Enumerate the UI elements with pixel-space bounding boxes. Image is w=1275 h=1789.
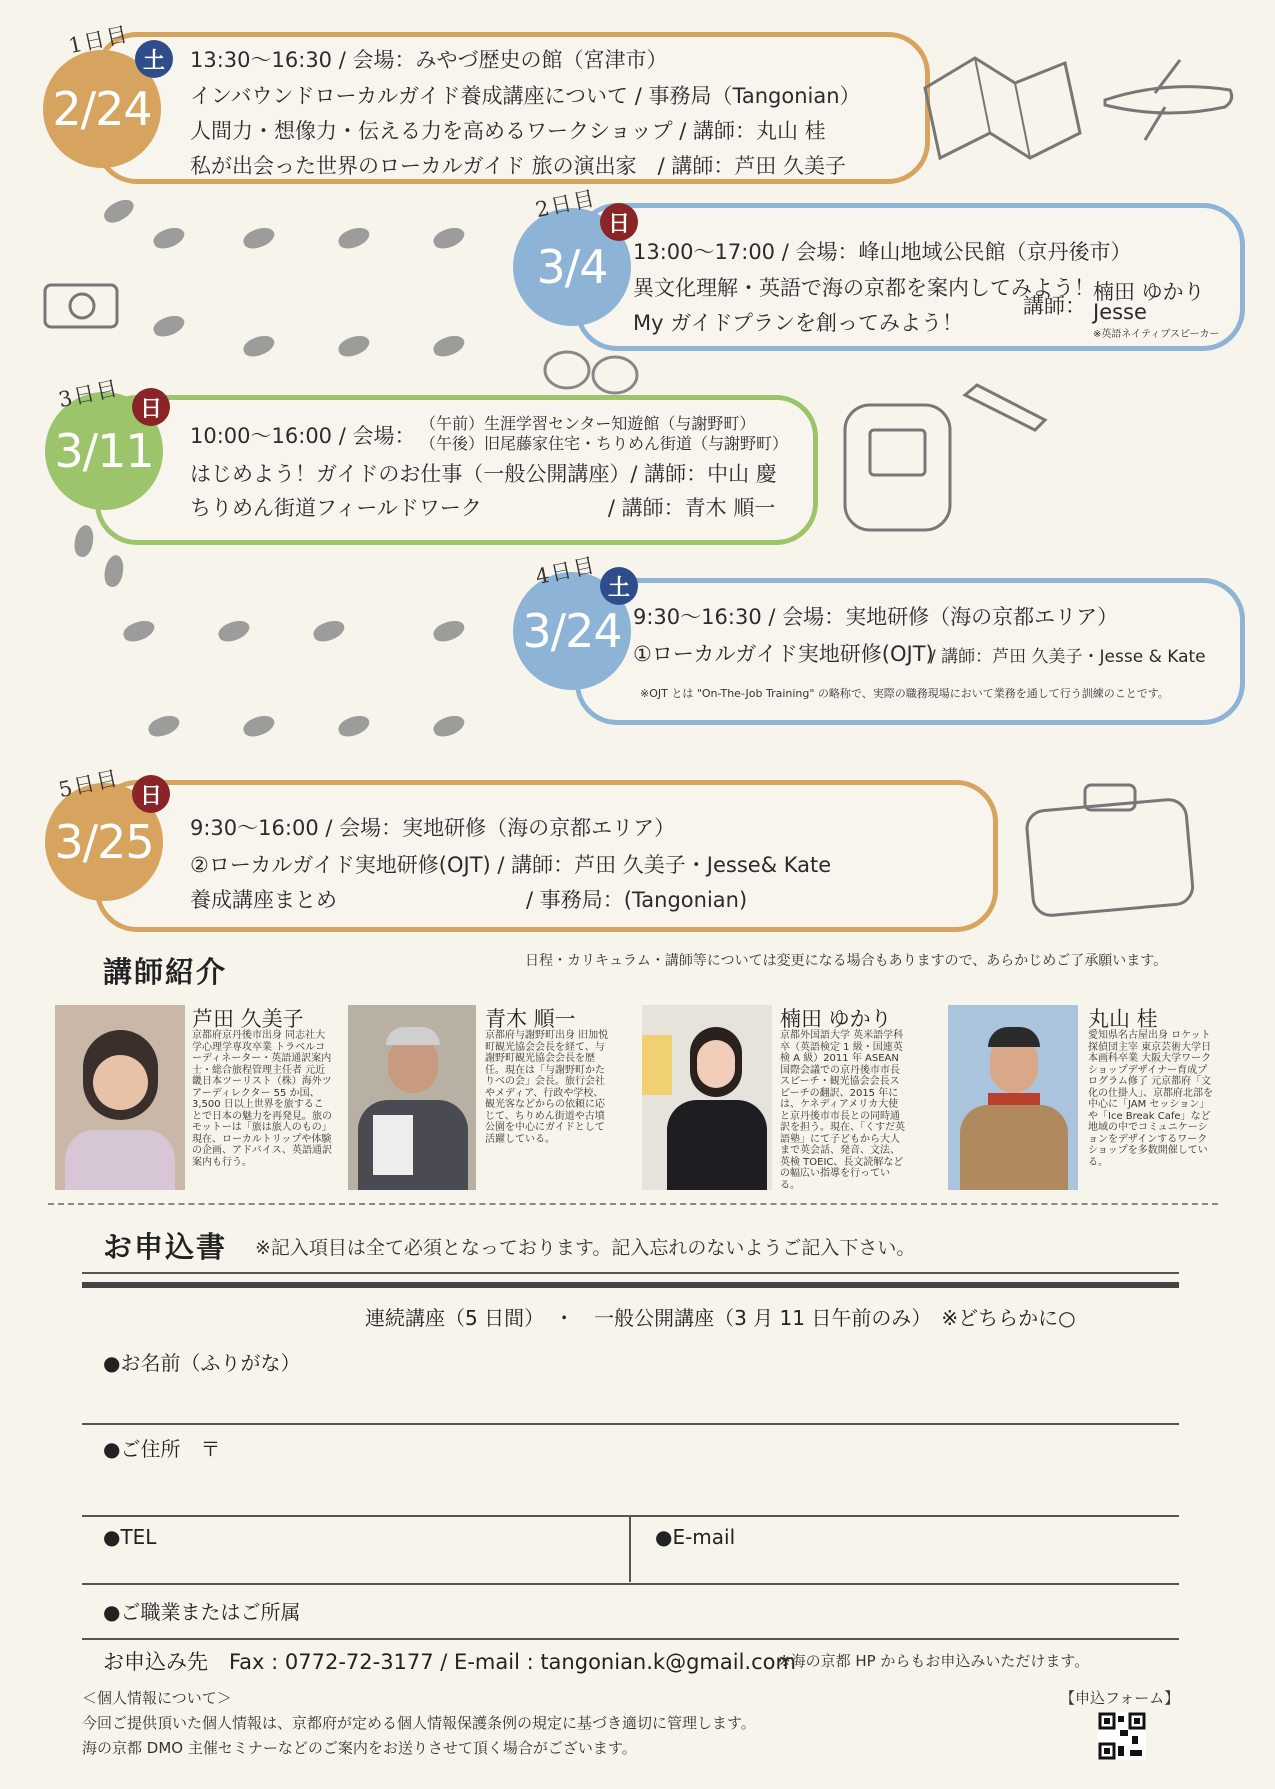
day4-date: 3/24: [522, 604, 622, 658]
day1-line-4: 私が出会った世界のローカルガイド 旅の演出家 / 講師：芦田 久美子: [190, 154, 847, 178]
privacy-line-1: 今回ご提供頂いた個人情報は、京都府が定める個人情報保護条例の規定に基づき適切に管理します。: [82, 1714, 756, 1732]
day1-line-3: 人間力・想像力・伝える力を高めるワークショップ / 講師：丸山 桂: [190, 119, 826, 143]
qr-code-icon[interactable]: [1098, 1712, 1146, 1760]
course-choice[interactable]: 連続講座（5 日間） ・ 一般公開講座（3 月 11 日午前のみ） ※どちらかに○: [365, 1306, 1076, 1330]
day2-weekday: 日: [607, 211, 630, 237]
day5-line-1: 9:30〜16:00 / 会場：実地研修（海の京都エリア）: [190, 816, 676, 840]
cut-line: [48, 1203, 1218, 1205]
day2-line-3: My ガイドプランを創ってみよう！: [633, 311, 963, 335]
lecturer-2-bio: 京都府与謝野町出身 旧加悦町観光協会会長を経て、与謝野町観光協会会長を歴任。現在は「与謝野町かたりべの会」会長。旅行会社やメディア、行政や学校、観光客などからの依頼に応じて、ちりめん街道や古墳公園を中心にガイドとして活躍している。: [485, 1030, 609, 1145]
form-title: お申込書: [103, 1230, 228, 1264]
lecturer-2-photo: [348, 1005, 476, 1190]
day4-line-2: ①ローカルガイド実地研修(OJT): [633, 642, 934, 666]
day4-weekday: 土: [607, 575, 630, 601]
day5-line-3: 養成講座まとめ / 事務局：(Tangonian): [190, 888, 748, 912]
day2-note: ※英語ネイティブスピーカー: [1093, 329, 1220, 340]
backpack-icon: [830, 380, 970, 540]
day5-date: 3/25: [54, 815, 154, 869]
occupation-field-label: ●ご職業またはご所属: [103, 1600, 301, 1624]
tel-email-divider: [629, 1517, 631, 1582]
address-field-label: ●ご住所 〒: [103, 1437, 221, 1461]
day1-line-1: 13:30〜16:30 / 会場：みやづ歴史の館（宮津市）: [190, 48, 668, 72]
day5-label: 5日目: [56, 765, 122, 803]
form-top-rule-thick: [82, 1282, 1179, 1288]
day3-time: 10:00〜16:00 / 会場：: [190, 424, 416, 448]
day4-label: 4日目: [533, 552, 599, 590]
privacy-line-2: 海の京都 DMO 主催セミナーなどのご案内をお送りさせて頂く場合がございます。: [82, 1739, 637, 1757]
day3-label: 3日目: [56, 375, 122, 413]
day2-label: 2日目: [533, 185, 599, 223]
lecturer-3-bio: 京都外国語大学 英米語学科卒（英語検定 1 級・国連英検 A 級）2011 年 ASEAN 国際会議での京丹後市市長スピーチ・観光協会会長スピーチの翻訳、2015 年には、ケネディアメリカ大使と京丹後市市長との同時通訳を担う。現在、「くすだ英語塾」にて子どもから大人まで英会話、発音、文法、英検 TOEIC、長文読解などの幅広い指導を行っている。: [780, 1030, 905, 1191]
camera-icon: [40, 270, 125, 335]
map-illustration: [915, 38, 1085, 168]
lecturer-4-bio: 愛知県名古屋出身 ロケット探偵団主宰 東京芸術大学日本画科卒業 大阪大学ワークショップデザイナー育成プログラム修了 元京都府「文化の仕掛人」、京都府北部を中心に「JAM セッション」や「Ice Break Cafe」など地域の中でコミュニケーションをデザインするワークショップを多数開催している。: [1088, 1030, 1213, 1168]
lecturer-1-photo: [55, 1005, 185, 1190]
address-field[interactable]: [82, 1428, 1179, 1513]
day1-line-2: インバウンドローカルガイド養成講座について / 事務局（Tangonian）: [190, 84, 861, 108]
suitcase-icon: [1020, 770, 1205, 920]
day3-line-1: はじめよう！ガイドのお仕事（一般公開講座）/ 講師：中山 慶: [190, 462, 777, 486]
apply-to: お申込み先 Fax : 0772-72-3177 / E-mail : tangonian.k@gmail.com: [103, 1650, 796, 1674]
lecturer-3-photo: [642, 1005, 772, 1190]
day5-line-2: ②ローカルガイド実地研修(OJT) / 講師：芦田 久美子・Jesse& Kate: [190, 853, 832, 877]
day4-line-1: 9:30〜16:30 / 会場：実地研修（海の京都エリア）: [633, 605, 1119, 629]
flashlight-icon: [955, 375, 1065, 455]
day2-lecturer-1: 楠田 ゆかり: [1093, 280, 1205, 304]
day3-venue-am: （午前）生涯学習センター知遊館（与謝野町）: [420, 414, 756, 433]
schedule-notice: 日程・カリキュラム・講師等については変更になる場合もありますので、あらかじめご了承願います。: [525, 953, 1168, 969]
day4-lecturer: / 講師：芦田 久美子・Jesse & Kate: [930, 647, 1206, 667]
day1-weekday: 土: [142, 48, 165, 74]
occupation-rule: [82, 1638, 1179, 1640]
day2-line-2: 異文化理解・英語で海の京都を案内してみよう！: [633, 276, 1095, 300]
lecturer-4-photo: [948, 1005, 1078, 1190]
form-qr-label: 【申込フォーム】: [1060, 1689, 1180, 1707]
lecturer-2-name: 青木 順一: [485, 1007, 576, 1031]
day4-weekday-badge: [600, 567, 638, 605]
day3-weekday: 日: [139, 396, 162, 422]
day2-line-1: 13:00〜17:00 / 会場：峰山地域公民館（京丹後市）: [633, 240, 1132, 264]
day1-label: 1日目: [66, 21, 132, 59]
form-instruction: ※記入項目は全て必須となっております。記入忘れのないようご記入下さい。: [255, 1237, 916, 1259]
name-field[interactable]: [82, 1340, 1179, 1422]
tel-field[interactable]: [82, 1519, 627, 1579]
email-field[interactable]: [633, 1519, 1178, 1579]
day3-weekday-badge: [132, 388, 170, 426]
lecturers-title: 講師紹介: [103, 955, 228, 989]
lecturer-1-name: 芦田 久美子: [192, 1007, 304, 1031]
lecturer-1-bio: 京都府京丹後市出身 同志社大学心理学専攻卒業 トラベルコーディネーター・英語通訳案内士・総合旅程管理主任者 元近畿日本ツーリスト（株）海外ツアーディレクター 55 か国、3,500 日以上世界を旅することで日本の魅力を再発見。旅のモットーは「旅は旅人のもの」現在、ローカルトリップや体験の企画、アドバイス、英語通訳案内も行う。: [192, 1030, 332, 1168]
day3-date: 3/11: [54, 424, 154, 478]
day5-weekday-badge: [132, 775, 170, 813]
day1-weekday-badge: [135, 40, 173, 78]
name-field-label: ●お名前（ふりがな）: [103, 1351, 301, 1375]
email-field-label: ●E-mail: [655, 1525, 736, 1549]
airplane-icon: [1085, 45, 1245, 155]
occupation-field[interactable]: [82, 1587, 1179, 1637]
day3-line-2: ちりめん街道フィールドワーク / 講師：青木 順一: [190, 496, 776, 520]
day4-note: ※OJT とは "On-The-Job Training" の略称で、実際の職務現場において業務を通して行う訓練のことです。: [640, 687, 1169, 700]
tel-field-label: ●TEL: [103, 1525, 157, 1549]
day2-lecturer-2: Jesse: [1093, 300, 1147, 324]
day5-weekday: 日: [139, 783, 162, 809]
day2-date: 3/4: [536, 240, 608, 294]
form-top-rule: [82, 1272, 1179, 1274]
privacy-heading: ＜個人情報について＞: [82, 1689, 232, 1707]
name-rule: [82, 1423, 1179, 1425]
day3-venue-pm: （午後）旧尾藤家住宅・ちりめん街道（与謝野町）: [420, 434, 789, 453]
apply-note: ※海の京都 HP からもお申込みいただけます。: [778, 1652, 1090, 1670]
day2-lecturer-label: 講師：: [1023, 294, 1086, 318]
day1-date: 2/24: [52, 82, 152, 136]
lecturer-3-name: 楠田 ゆかり: [780, 1007, 892, 1031]
tel-rule: [82, 1583, 1179, 1585]
lecturer-4-name: 丸山 桂: [1088, 1007, 1158, 1031]
